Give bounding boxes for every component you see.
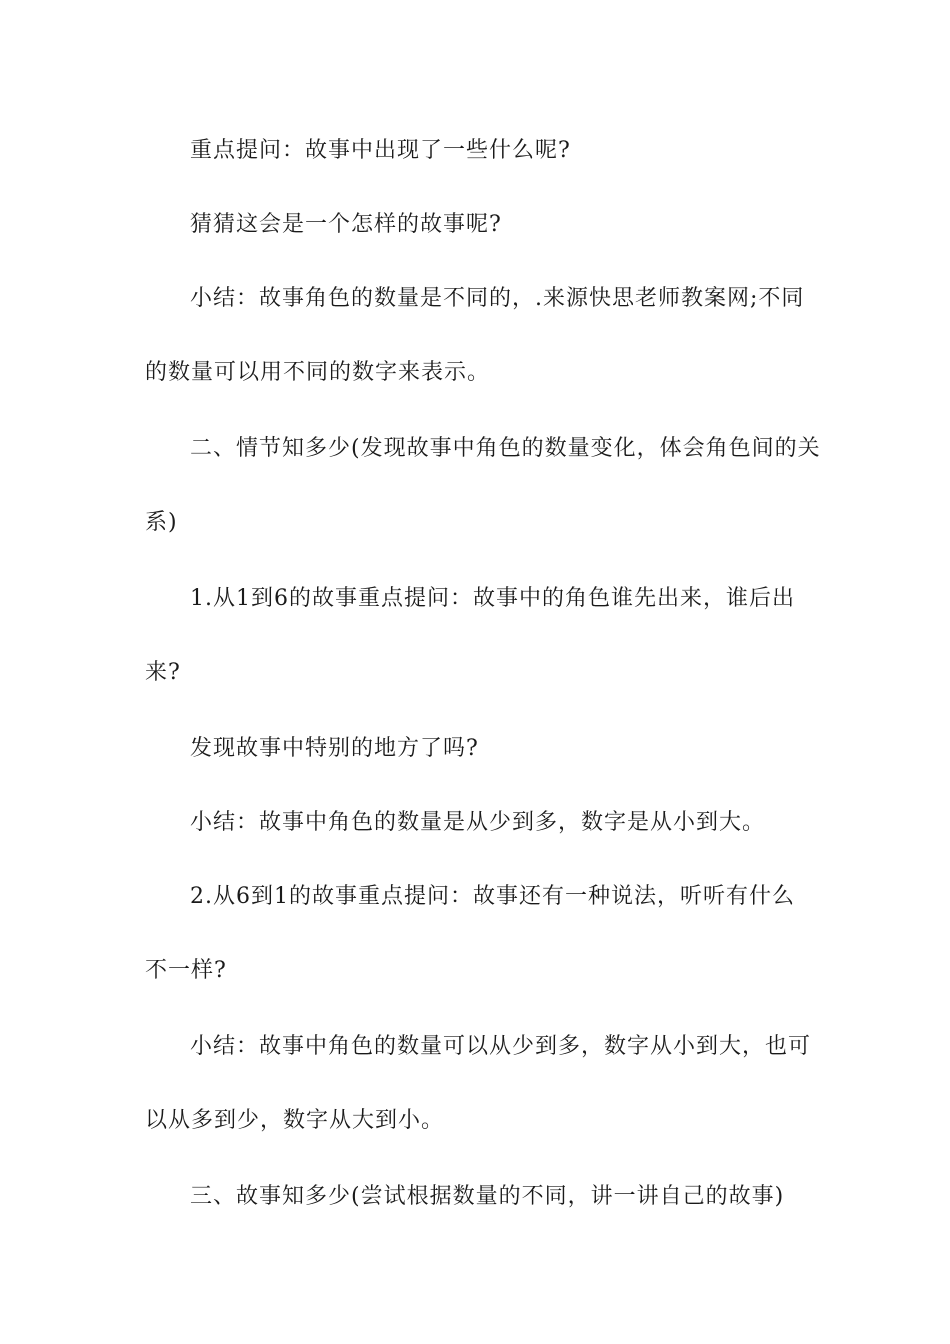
- text-line: 发现故事中特别的地方了吗?: [190, 736, 479, 761]
- section-heading: 二、情节知多少(发现故事中角色的数量变化，体会角色间的关: [190, 436, 821, 461]
- text-line: 猜猜这会是一个怎样的故事呢?: [190, 212, 502, 237]
- text-line: 的数量可以用不同的数字来表示。: [145, 360, 491, 385]
- section-heading: 三、故事知多少(尝试根据数量的不同，讲一讲自己的故事): [190, 1184, 785, 1209]
- text-line: 小结：故事中角色的数量是从少到多，数字是从小到大。: [190, 810, 766, 835]
- text-line: 小结：故事角色的数量是不同的，.来源快思老师教案网;不同: [190, 286, 805, 311]
- text-line: 以从多到少，数字从大到小。: [145, 1108, 445, 1133]
- text-line: 不一样?: [145, 958, 227, 983]
- text-line: 系): [145, 510, 178, 535]
- text-line: 来?: [145, 660, 181, 685]
- text-line: 2.从6到1的故事重点提问：故事还有一种说法，听听有什么: [190, 884, 795, 909]
- text-line: 1.从1到6的故事重点提问：故事中的角色谁先出来，谁后出: [190, 586, 795, 611]
- text-line: 重点提问：故事中出现了一些什么呢?: [190, 138, 571, 163]
- text-line: 小结：故事中角色的数量可以从少到多，数字从小到大，也可: [190, 1034, 812, 1059]
